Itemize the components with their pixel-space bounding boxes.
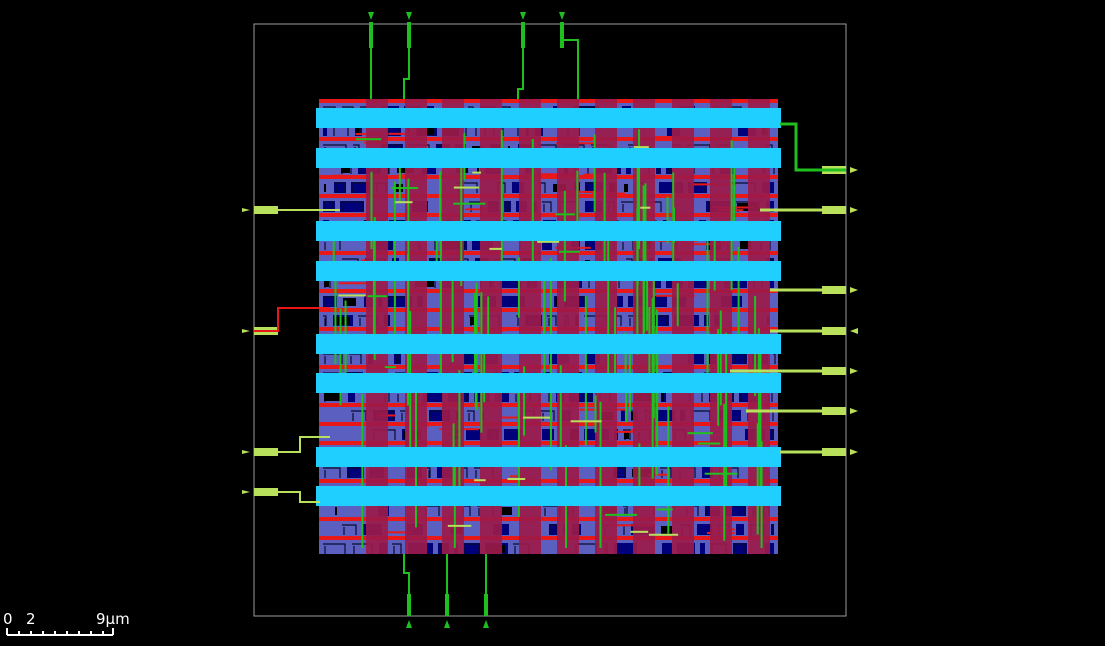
metal2-jog <box>453 203 485 205</box>
metal2-wire <box>576 171 578 228</box>
power-strap-horizontal <box>316 261 781 281</box>
scale-bar <box>3 610 130 635</box>
metal2-jog <box>507 478 525 480</box>
pin-top-2-marker <box>406 12 412 20</box>
metal2-wire <box>543 279 545 341</box>
cell-dark-region <box>700 543 705 554</box>
cell-void <box>501 507 512 515</box>
metal2-jog <box>338 294 365 296</box>
cell-void <box>624 184 628 192</box>
metal2-jog <box>523 417 550 419</box>
cell-void <box>662 393 664 401</box>
pin-right-7-marker <box>850 449 858 455</box>
cell-void <box>324 393 340 401</box>
cell-void <box>403 431 405 439</box>
cell-dark-region <box>736 524 744 535</box>
metal2-jog <box>556 213 576 215</box>
cell-dark-region <box>542 429 554 440</box>
pin-left-2-marker <box>242 329 250 333</box>
metal2-wire <box>646 279 648 331</box>
cell-dark-region <box>662 543 672 554</box>
metal2-jog <box>537 241 559 243</box>
pin-right-1-marker <box>850 167 858 173</box>
metal2-wire <box>394 182 396 336</box>
pin-top-4-route <box>562 24 578 99</box>
cell-dark-region <box>617 296 623 307</box>
metal2-wire <box>373 222 375 351</box>
power-strap-horizontal <box>316 373 781 393</box>
pin-top-2-route <box>404 24 409 99</box>
power-strap-horizontal <box>316 221 781 241</box>
metal2-wire <box>738 247 740 339</box>
metal2-wire <box>595 395 597 432</box>
metal2-wire <box>607 223 609 388</box>
pin-right-3-marker <box>850 287 858 293</box>
metal2-wire <box>759 347 761 491</box>
pin-top-3-marker <box>520 12 526 20</box>
power-strap-horizontal <box>316 486 781 506</box>
power-strap-horizontal <box>316 108 781 128</box>
power-strap-horizontal <box>316 447 781 467</box>
pin-bottom-1-marker <box>406 620 412 628</box>
scale-bar-line <box>7 628 113 635</box>
pin-top-4-marker <box>559 12 565 20</box>
metal2-jog <box>634 146 649 148</box>
cell-dark-region <box>621 410 625 421</box>
metal2-jog <box>640 207 650 209</box>
pin-left-1-marker <box>242 208 250 212</box>
metal2-wire <box>361 394 363 548</box>
pin-right-4-marker <box>850 328 858 334</box>
cell-void <box>555 298 557 306</box>
metal2-wire <box>652 298 654 368</box>
metal2-jog <box>391 187 418 189</box>
metal2-wire <box>656 354 658 454</box>
cell-dark-region <box>549 524 558 535</box>
cell-dark-region <box>340 201 364 212</box>
metal2-jog <box>657 508 673 510</box>
pin-left-4-marker <box>242 490 250 494</box>
metal2-jog <box>474 479 486 481</box>
pin-top-1-marker <box>368 12 374 20</box>
pin-bottom-3-marker <box>483 620 489 628</box>
metal2-jog <box>649 534 678 536</box>
cell-dark-region <box>466 429 482 440</box>
metal2-jog <box>356 138 381 140</box>
metal2-jog <box>705 473 738 475</box>
metal1-wire <box>333 175 345 177</box>
cell-void <box>324 184 326 192</box>
scale-label-max: 9µm <box>96 610 130 628</box>
metal2-wire <box>487 296 489 339</box>
pin-bottom-1-route <box>404 554 409 615</box>
metal2-jog <box>571 420 602 422</box>
metal2-wire <box>564 191 566 302</box>
metal2-wire <box>757 423 759 534</box>
pin-right-5-marker <box>850 368 858 374</box>
cell-void <box>661 526 672 534</box>
metal2-wire <box>480 292 482 432</box>
pin-left-3-marker <box>242 450 250 454</box>
cell-dark-region <box>504 201 511 212</box>
cell-void <box>335 507 337 515</box>
metal2-wire <box>723 404 725 541</box>
power-strap-horizontal <box>316 334 781 354</box>
metal2-jog <box>605 514 637 516</box>
metal2-jog <box>367 295 387 297</box>
power-strap-horizontal <box>316 148 781 168</box>
pin-top-3-route <box>518 24 523 99</box>
metal2-jog <box>630 531 648 533</box>
scale-label-zero: 0 <box>3 610 13 628</box>
metal2-wire <box>667 407 669 534</box>
metal2-jog <box>448 525 471 527</box>
metal2-wire <box>594 134 596 211</box>
metal2-jog <box>472 172 481 174</box>
metal2-wire <box>599 402 601 548</box>
pin-right-2-marker <box>850 207 858 213</box>
metal2-wire <box>677 283 679 326</box>
core-area <box>316 99 781 554</box>
metal2-jog <box>395 201 412 203</box>
cell-dark-region <box>394 353 401 364</box>
metal2-wire <box>585 296 587 445</box>
metal2-jog <box>385 366 396 368</box>
metal2-jog <box>454 187 479 189</box>
cell-void <box>470 317 474 325</box>
pin-right-6-marker <box>850 408 858 414</box>
pin-bottom-2-marker <box>444 620 450 628</box>
pin-right-1-route <box>780 124 846 170</box>
metal2-wire <box>672 172 674 262</box>
metal2-jog <box>489 248 502 250</box>
scale-label-two: 2 <box>26 610 36 628</box>
metal2-jog <box>698 443 720 445</box>
metal2-jog <box>688 432 713 434</box>
metal2-jog <box>559 251 580 253</box>
